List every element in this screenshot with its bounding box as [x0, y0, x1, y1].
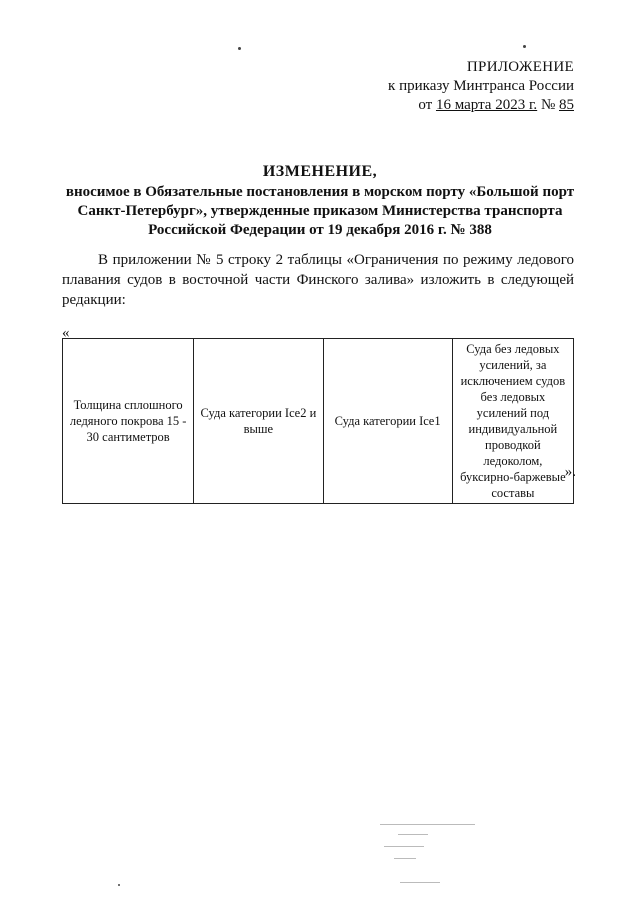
- scan-speck: [238, 47, 241, 50]
- scan-speck: [523, 45, 526, 48]
- document-title: ИЗМЕНЕНИЕ,: [262, 163, 378, 180]
- order-number: 85: [559, 97, 574, 113]
- amendment-table: [62, 338, 574, 504]
- scan-speck: [118, 884, 120, 886]
- body-paragraph: В приложении № 5 строку 2 таблицы «Ограничения по режиму ледового плавания судов в восточной части Финского залива» изложить в следующей редакции:: [62, 252, 574, 308]
- date-prefix: от: [418, 97, 436, 113]
- table-cell-ice1: Суда категории Ice1: [323, 339, 452, 504]
- scan-noise-mark: [380, 818, 500, 893]
- document-subtitle-line: Санкт-Петербург», утвержденные приказом Министерства транспорта: [77, 203, 563, 219]
- appendix-order-ref: к приказу Минтранса России: [388, 78, 574, 94]
- appendix-header: [388, 58, 574, 115]
- document-subtitle-line: вносимое в Обязательные постановления в морском порту «Большой порт: [65, 184, 575, 200]
- closing-quote: ».: [564, 464, 576, 480]
- table-row: [63, 339, 574, 504]
- document-subtitle-line: Российской Федерации от 19 декабря 2016 г. № 388: [148, 222, 492, 238]
- number-prefix: №: [537, 97, 559, 113]
- table-cell-no-ice-class: Суда без ледовых усилений, за исключением судов без ледовых усилений под индивидуальной проводкой ледоколом, буксирно-баржевые составы: [452, 339, 573, 504]
- document-title-block: [60, 162, 580, 240]
- opening-quote: «: [62, 325, 70, 341]
- order-date: 16 марта 2023 г.: [435, 97, 538, 113]
- appendix-heading: ПРИЛОЖЕНИЕ: [466, 59, 574, 75]
- appendix-date-line: [388, 96, 574, 115]
- table-cell-ice-thickness: Толщина сплошного ледяного покрова 15 - 30 сантиметров: [63, 339, 194, 504]
- table-cell-ice2: Суда категории Ice2 и выше: [194, 339, 323, 504]
